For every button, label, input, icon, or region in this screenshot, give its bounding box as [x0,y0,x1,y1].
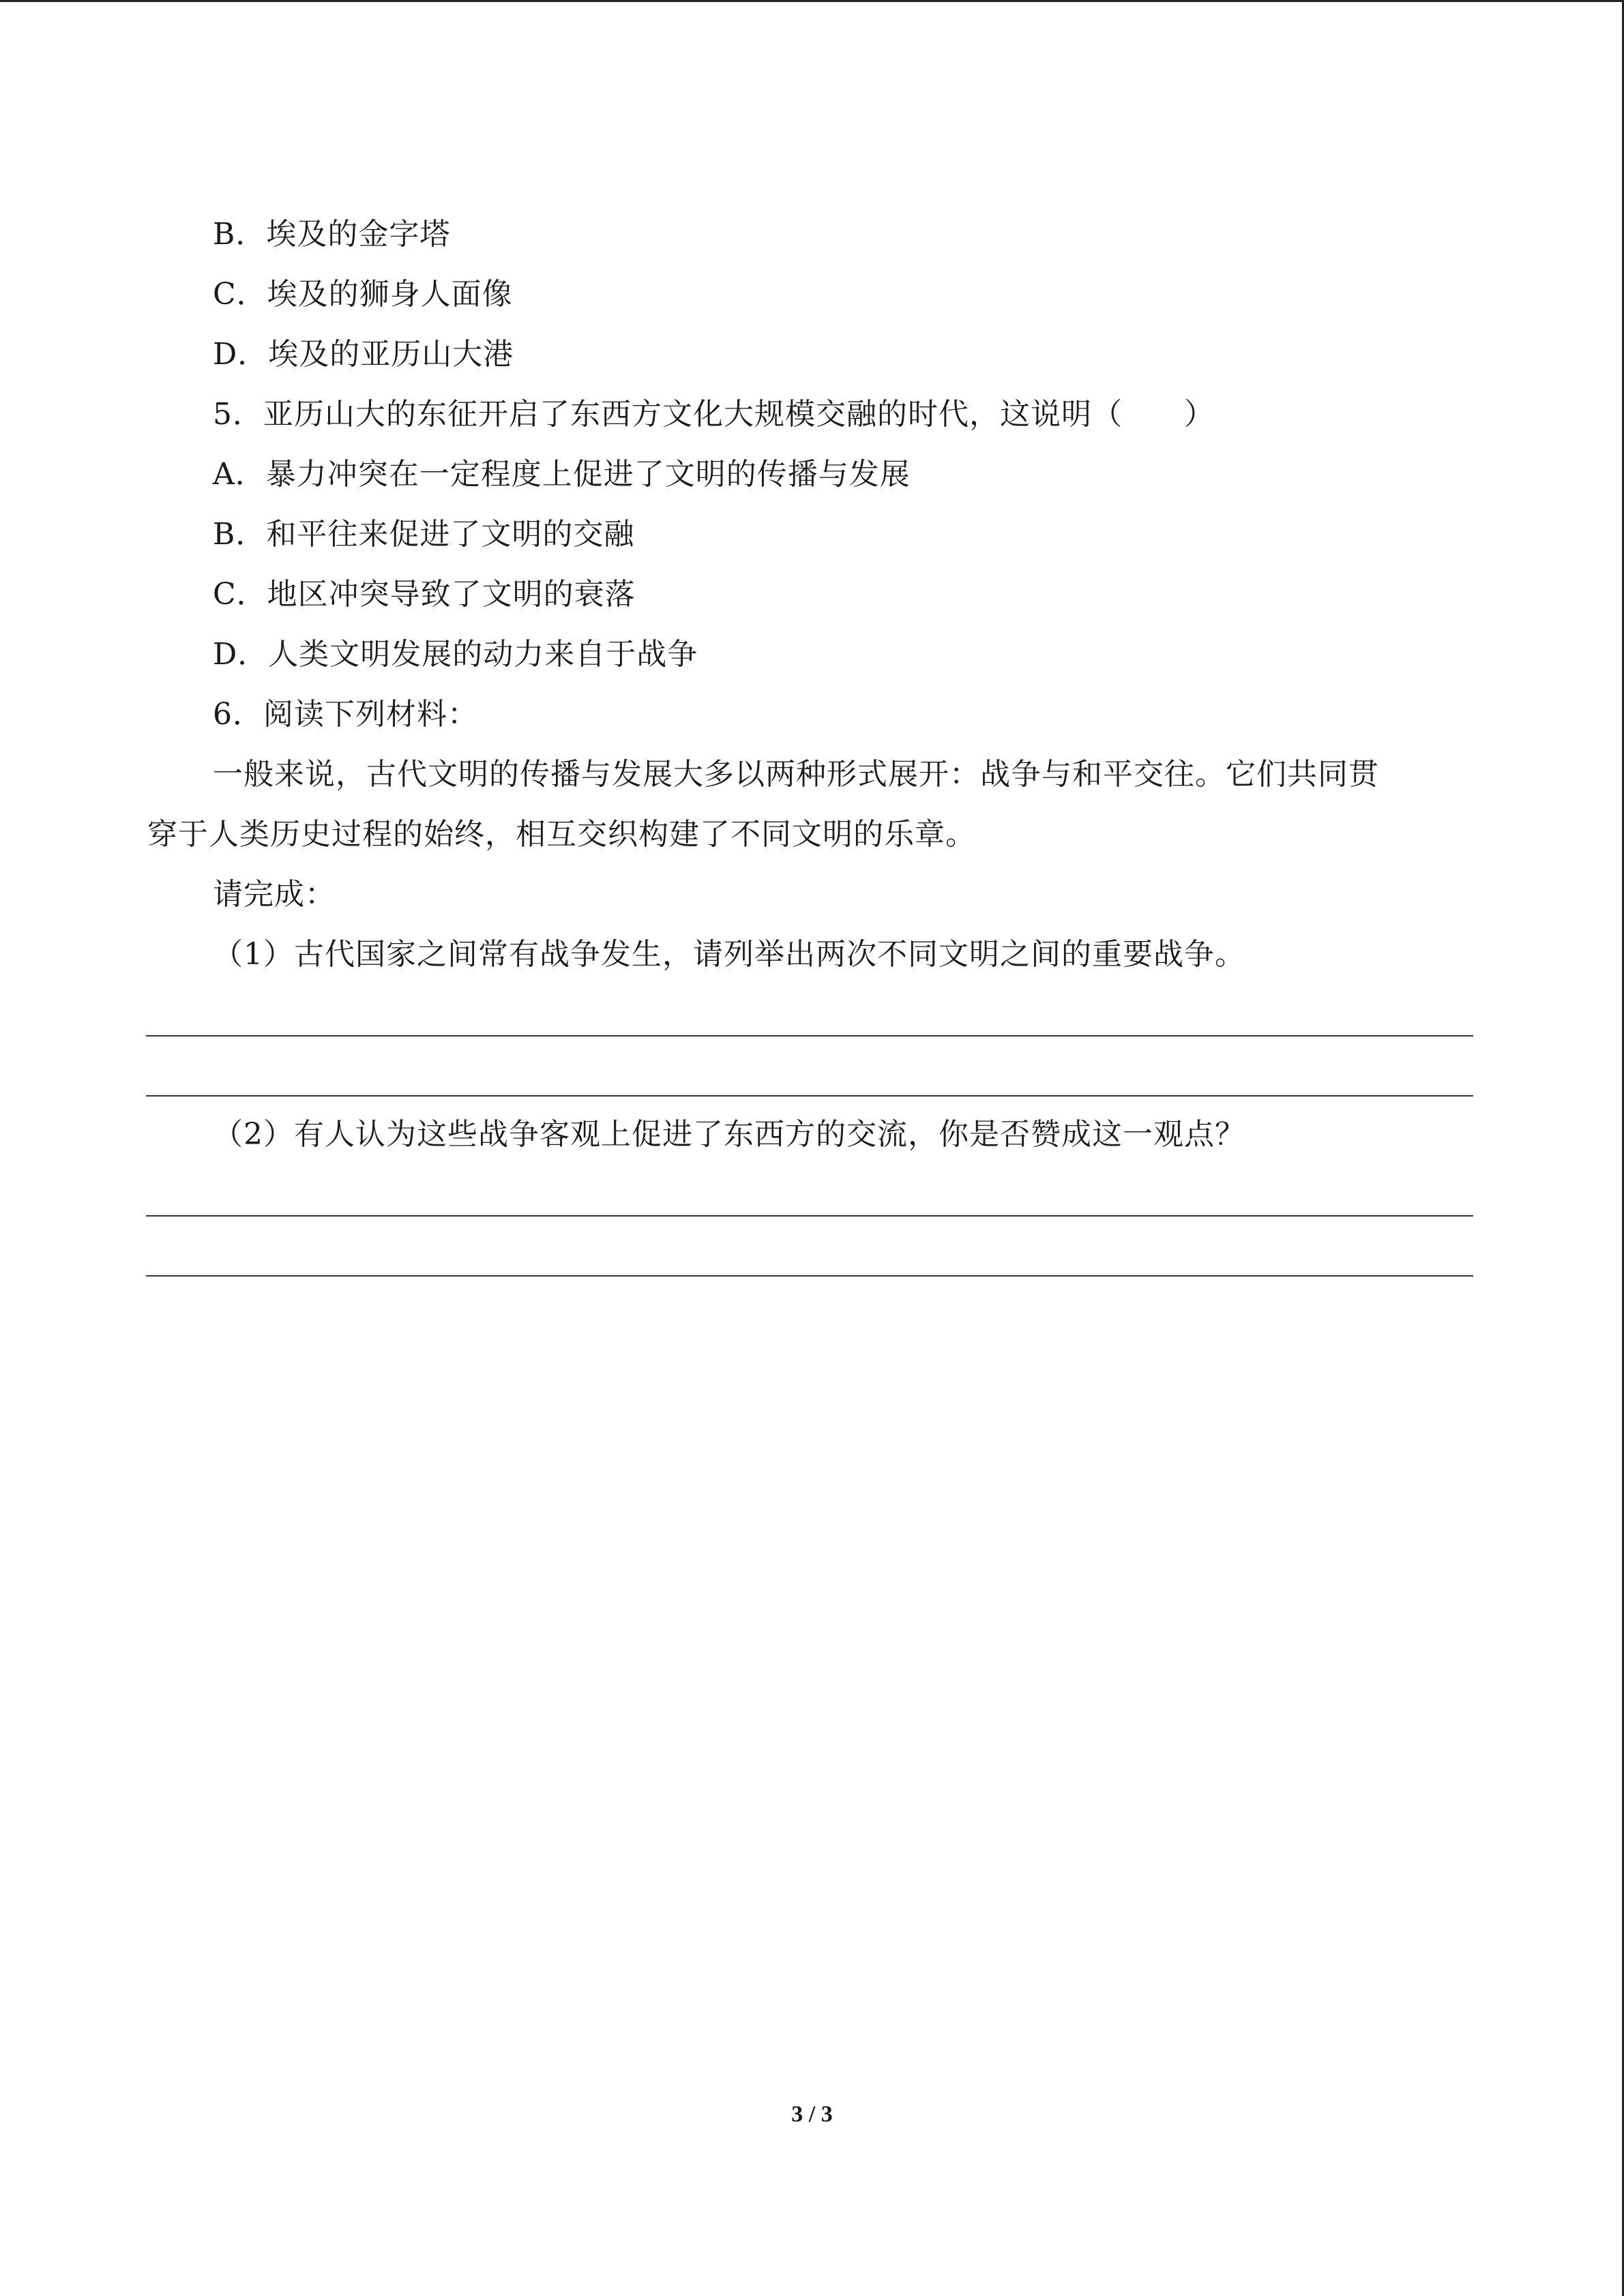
q5-option-d: D．人类文明发展的动力来自于战争 [213,637,698,672]
q5-option-c: C．地区冲突导致了文明的衰落 [213,577,636,612]
q6-material-line-1: 一般来说，古代文明的传播与发展大多以两种形式展开：战争与和平交往。它们共同贯 [213,757,1379,792]
page-border-top [0,0,1624,2]
q4-option-b: B．埃及的金字塔 [213,217,451,252]
q6-instruction: 请完成： [213,877,336,912]
q4-option-d: D．埃及的亚历山大港 [213,337,514,372]
page-number: 3 / 3 [791,2102,833,2127]
q5-stem: 5．亚历山大的东征开启了东西方文化大规模交融的时代，这说明（ ） [213,397,1215,432]
q6-sub-question-1: （1）古代国家之间常有战争发生，请列举出两次不同文明之间的重要战争。 [213,937,1245,972]
answer-line-4[interactable] [146,1275,1473,1277]
q5-option-b: B．和平往来促进了文明的交融 [213,517,635,552]
q6-stem: 6．阅读下列材料： [213,697,478,732]
q5-option-a: A．暴力冲突在一定程度上促进了文明的传播与发展 [213,457,911,492]
answer-line-3[interactable] [146,1215,1473,1217]
q6-sub-question-2: （2）有人认为这些战争客观上促进了东西方的交流，你是否赞成这一观点？ [213,1117,1245,1152]
answer-line-2[interactable] [146,1095,1473,1097]
answer-line-1[interactable] [146,1035,1473,1037]
q4-option-c: C．埃及的狮身人面像 [213,277,513,312]
q6-material-line-2: 穿于人类历史过程的始终，相互交织构建了不同文明的乐章。 [147,817,976,852]
